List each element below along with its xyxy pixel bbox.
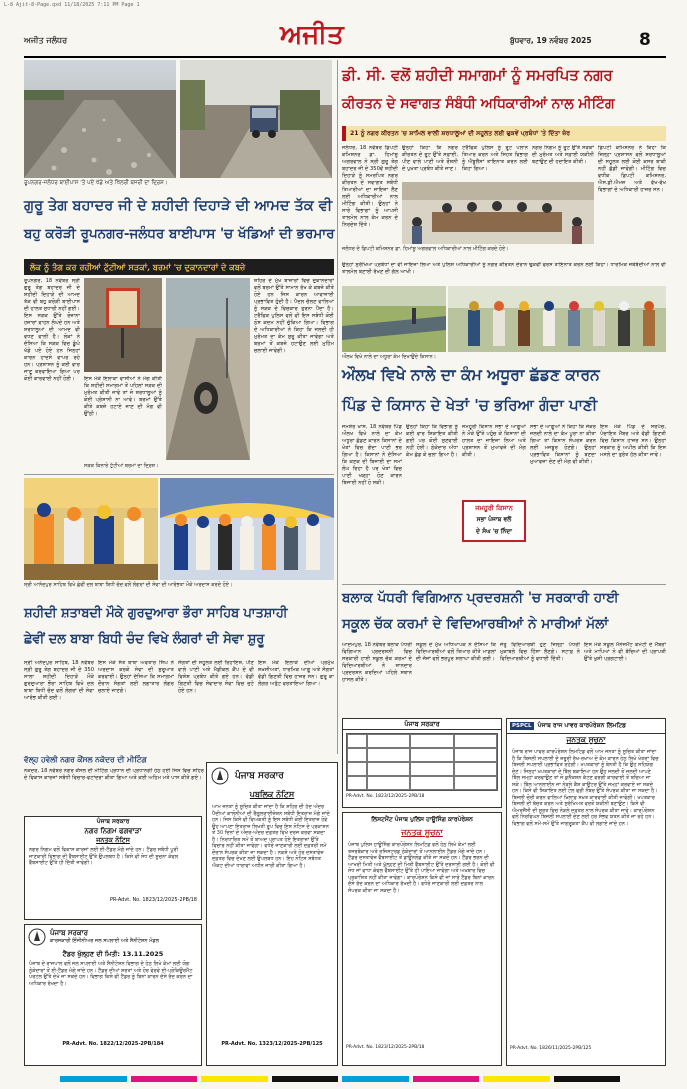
- dc-subhead-text: 21 ਨੂੰ ਨਗਰ ਕੀਰਤਨ 'ਚ ਸ਼ਾਮਿਲ ਵਾਲੀ ਸ਼ਰਧਾਲੂਆਂ ਦੀ ਸਹੂਲਤ ਲਈ ਢੁਕਵੇਂ ਪ੍ਰਬੰਧਾਂ 'ਤੇ ਦਿੱਤਾ ਜ਼ੋਰ: [350, 130, 571, 137]
- aulakh-body-col2: ਉਨ੍ਹਾਂ ਕਿਹਾ ਕਿ ਵਿਭਾਗ ਨੂੰ ਕਈ ਵਾਰ ਸ਼ਿਕਾਇਤ ਕੀਤੀ ਗਈ ਪਰ ਕੋਈ ਸੁਣਵਾਈ ਨਹੀਂ ਹੋਈ। ਠੇਕੇਦਾਰ ਅੱਧਾ ਕੰਮ ਛੱਡ ਕੇ ਚਲਾ ਗਿਆ ਹੈ।: [406, 424, 458, 458]
- meeting-room-image: [402, 182, 594, 244]
- bypass-photo-caption: ਰੂਪਨਗਰ-ਜਲੰਧਰ ਬਾਈਪਾਸ 'ਤੇ ਪਏ ਖੱਡੇ ਅਤੇ ਖਿੱਲਰੀ ਬਜਰੀ ਦਾ ਦ੍ਰਿਸ਼।: [24, 180, 168, 186]
- langar-serving-image: [24, 478, 158, 580]
- langar-photo-caption: ਸ੍ਰੀ ਆਨੰਦਪੁਰ ਸਾਹਿਬ ਵਿਖੇ ਛੇਵੀਂ ਦਲ ਬਾਬਾ ਬਿਧੀ ਚੰਦ ਵਲੋਂ ਲੰਗਰਾਂ ਦੀ ਸੇਵਾ ਦੀ ਆਰੰਭਤਾ ਮੌਕੇ ਅਰਦਾਸ ਕਰਦੇ ਹੋਏ।: [24, 582, 233, 588]
- ad-pspcl-title: ਪੰਜਾਬ ਰਾਜ ਪਾਵਰ ਕਾਰਪੋਰੇਸ਼ਨ ਲਿਮਟਿਡ: [537, 722, 627, 729]
- dc-photo-caption: ਜਲੰਧਰ ਦੇ ਡਿਪਟੀ ਕਮਿਸ਼ਨਰ ਡਾ. ਹਿਮਾਂਸ਼ੂ ਅਗਰਵਾਲ ਅਧਿਕਾਰੀਆਂ ਨਾਲ ਮੀਟਿੰਗ ਕਰਦੇ ਹੋਏ।: [342, 246, 509, 252]
- bypass-subhead-text: ਲੋਕ ਨੂੰ ਤੰਗ ਕਰ ਰਹੀਆਂ ਟੁੱਟੀਆਂ ਸੜਕਾਂ, ਬਰਮਾਂ 'ਚ ਦੁਕਾਨਦਾਰਾਂ ਦੇ ਕਬਜ਼ੇ: [30, 262, 246, 272]
- bypass-subhead: [24, 259, 334, 275]
- ad-public-notice: [206, 762, 338, 1066]
- aulakh-body-col5: ਇਸ ਮੌਕੇ ਪਿੰਡ ਦੇ ਸਰਪੰਚ, ਪੰਚਾਇਤ ਮੈਂਬਰ ਅਤੇ ਵੱਡੀ ਗਿਣਤੀ ਵਿਚ ਕਿਸਾਨ ਹਾਜ਼ਰ ਸਨ। ਉਨ੍ਹਾਂ ਸਰਕਾਰ ਨੂੰ ਅਪੀਲ ਕੀਤੀ ਕਿ ਇਸ ਮਸਲੇ ਦਾ ਤੁਰੰਤ ਹੱਲ ਕੀਤਾ ਜਾਵੇ।: [600, 424, 666, 458]
- ad-tender-gov: ਪੰਜਾਬ ਸਰਕਾਰ: [343, 719, 501, 730]
- langar-photo-2: [160, 478, 334, 580]
- masthead-logo: ਅਜੀਤ: [280, 20, 344, 50]
- ad-municipal: [24, 816, 202, 920]
- drain-field-image: [342, 286, 446, 352]
- truck-on-road-image: [180, 60, 332, 178]
- ad-police-notice: ਜਨਤਕ ਸੂਚਨਾ: [401, 828, 443, 837]
- aulakh-box-line-3: ਦੇ ਸੰਘ 'ਚ ਨਿੰਦਾ: [476, 528, 512, 535]
- dc-headline-2: ਕੀਰਤਨ ਦੇ ਸਵਾਗਤ ਸੰਬੰਧੀ ਅਧਿਕਾਰੀਆਂ ਨਾਲ ਮੀਟਿੰਗ: [342, 96, 615, 112]
- brief-meeting-headline: ਵੱਲ੍ਹ ਹਵੇਲੀ ਨਗਰ ਕੌਂਸਲ ਨਕੋਦਰ ਦੀ ਮੀਟਿੰਗ: [24, 755, 147, 764]
- langar-body-col2: ਇਸ ਮੌਕੇ ਸੰਤ ਬਾਬਾ ਅਵਤਾਰ ਸਿੰਘ ਨੇ ਅਰਦਾਸ ਕਰਕੇ ਸੇਵਾ ਦੀ ਸ਼ੁਰੂਆਤ ਕਰਵਾਈ। ਉਨ੍ਹਾਂ ਦੱਸਿਆ ਕਿ ਸਮਾਗਮਾਂ ਦੌਰਾਨ ਸੰਗਤਾਂ ਲਈ ਲਗਾਤਾਰ ਲੰਗਰ ਚਲਾਏ ਜਾਣਗੇ।: [98, 660, 174, 694]
- aulakh-photo-farmers: [448, 286, 666, 352]
- print-color-bar: [60, 1076, 620, 1082]
- ad-notice-gov: ਪੰਜਾਬ ਸਰਕਾਰ: [235, 771, 284, 781]
- ad-water-body: ਪੰਜਾਬ ਦੇ ਰਾਜਪਾਲ ਵਲੋਂ ਜਲ ਸਪਲਾਈ ਅਤੇ ਸੈਨੀਟੇਸ਼ਨ ਵਿਭਾਗ ਦੇ ਹੇਠ ਲਿਖੇ ਕੰਮਾਂ ਲਈ ਯੋਗ ਠੇਕੇਦਾਰਾਂ ਤੋਂ ਈ-ਟੈਂਡਰ ਮੰਗੇ ਜਾਂਦੇ ਹਨ। ਟੈਂਡਰ ਦੀਆਂ ਸ਼ਰਤਾਂ ਅਤੇ ਹੋਰ ਵੇਰਵੇ ਈ-ਪ੍ਰੋਕਿਊਰਮੈਂਟ ਪੋਰਟਲ ਉੱਤੇ ਦੇਖੇ ਜਾ ਸਕਦੇ ਹਨ। ਵਿਭਾਗ ਕਿਸੇ ਵੀ ਟੈਂਡਰ ਨੂੰ ਬਿਨਾਂ ਕਾਰਨ ਦੱਸੇ ਰੱਦ ਕਰਨ ਦਾ ਅਧਿਕਾਰ ਰੱਖਦਾ ਹੈ।: [29, 961, 193, 987]
- dc-body-col1: ਜਲੰਧਰ, 18 ਨਵੰਬਰ ਡਿਪਟੀ ਕਮਿਸ਼ਨਰ ਡਾ. ਹਿਮਾਂਸ਼ੂ ਅਗਰਵਾਲ ਨੇ ਸ੍ਰੀ ਗੁਰੂ ਤੇਗ ਬਹਾਦਰ ਜੀ ਦੇ 350ਵੇਂ ਸ਼ਹੀਦੀ ਦਿਹਾੜੇ ਨੂੰ ਸਮਰਪਿਤ ਨਗਰ ਕੀਰਤਨ ਦੇ ਸਵਾਗਤ ਸਬੰਧੀ ਤਿਆਰੀਆਂ ਦਾ ਜਾਇਜ਼ਾ ਲੈਣ ਲਈ ਅਧਿਕਾਰੀਆਂ ਨਾਲ ਮੀਟਿੰਗ ਕੀਤੀ। ਉਨ੍ਹਾਂ ਨੇ ਸਾਰੇ ਵਿਭਾਗਾਂ ਨੂੰ ਆਪਸੀ ਤਾਲਮੇਲ ਨਾਲ ਕੰਮ ਕਰਨ ਦੇ ਨਿਰਦੇਸ਼ ਦਿੱਤੇ।: [342, 145, 398, 228]
- dc-body-col2: ਉਨ੍ਹਾਂ ਕਿਹਾ ਕਿ ਨਗਰ ਕੀਰਤਨ ਦੇ ਰੂਟ ਉੱਤੇ ਸਫ਼ਾਈ, ਪੀਣ ਵਾਲੇ ਪਾਣੀ ਅਤੇ ਰੌਸ਼ਨੀ ਦੇ ਪੁਖ਼ਤਾ ਪ੍ਰਬੰਧ ਕੀਤੇ ਜਾਣ।: [402, 145, 458, 172]
- langar-photo-1: [24, 478, 158, 580]
- road-sign-image: [84, 278, 162, 372]
- column-rule-center: [337, 60, 338, 754]
- brief-meeting-body: ਨਕੋਦਰ, 18 ਨਵੰਬਰ ਨਗਰ ਕੌਂਸਲ ਦੀ ਮੀਟਿੰਗ ਪ੍ਰਧਾਨ ਦੀ ਪ੍ਰਧਾਨਗੀ ਹੇਠ ਹੋਈ ਜਿਸ ਵਿਚ ਸ਼ਹਿਰ ਦੇ ਵਿਕਾਸ ਕਾਰਜਾਂ ਸਬੰਧੀ ਵਿਚਾਰ-ਵਟਾਂਦਰਾ ਕੀਤਾ ਗਿਆ ਅਤੇ ਕਈ ਅਹਿਮ ਮਤੇ ਪਾਸ ਕੀਤੇ ਗਏ।: [24, 768, 204, 781]
- farmers-group-image: [448, 286, 666, 352]
- aulakh-headline-2: ਪਿੰਡ ਦੇ ਕਿਸਾਨ ਦੇ ਖੇਤਾਂ 'ਚ ਭਰਿਆ ਗੰਦਾ ਪਾਣੀ: [342, 396, 598, 414]
- ardas-ceremony-image: [160, 478, 334, 580]
- ad-police-housing: [342, 812, 502, 1066]
- page-number: 8: [639, 30, 651, 50]
- langar-body-col4: ਇਸ ਮੌਕੇ ਇਲਾਕੇ ਦੀਆਂ ਪ੍ਰਮੁੱਖ ਸ਼ਖ਼ਸੀਅਤਾਂ, ਧਾਰਮਿਕ ਆਗੂ ਅਤੇ ਸੰਗਤਾਂ ਵੱਡੀ ਗਿਣਤੀ ਵਿਚ ਹਾਜ਼ਰ ਸਨ। ਗੁਰੂ ਕਾ ਲੰਗਰ ਅਤੁੱਟ ਵਰਤਾਇਆ ਗਿਆ।: [258, 660, 334, 687]
- pspcl-logo-tag: PSPCL: [512, 723, 532, 729]
- edition-label: ਅਜੀਤ ਜਲੰਧਰ: [24, 36, 68, 45]
- bypass-headline-1: ਗੁਰੂ ਤੇਗ ਬਹਾਦਰ ਜੀ ਦੇ ਸ਼ਹੀਦੀ ਦਿਹਾੜੇ ਦੀ ਆਮਦ ਤੱਕ ਵੀ: [24, 197, 333, 214]
- aulakh-box: [462, 500, 526, 542]
- bypass-body-col1b: ਇਸ ਮੌਕੇ ਇਲਾਕਾ ਵਾਸੀਆਂ ਨੇ ਮੰਗ ਕੀਤੀ ਕਿ ਸ਼ਹੀਦੀ ਸਮਾਗਮਾਂ ਤੋਂ ਪਹਿਲਾਂ ਸੜਕ ਦੀ ਮੁਰੰਮਤ ਕੀਤੀ ਜਾਵੇ ਤਾਂ ਜੋ ਸ਼ਰਧਾਲੂਆਂ ਨੂੰ ਕੋਈ ਪ੍ਰੇਸ਼ਾਨੀ ਨਾ ਆਵੇ। ਬਰਮਾਂ ਉੱਤੇ ਕੀਤੇ ਕਬਜ਼ੇ ਹਟਾਏ ਜਾਣ ਦੀ ਮੰਗ ਵੀ ਉੱਠੀ।: [84, 376, 162, 417]
- print-slug: L-8 Ajit-8-Page.qxd 11/18/2025 7:11 PM Page 1: [4, 2, 140, 8]
- langar-headline-2: ਛੇਵੀਂ ਦਲ ਬਾਬਾ ਬਿਧੀ ਚੰਦ ਵਿਖੇ ਲੰਗਰਾਂ ਦੀ ਸੇਵਾ ਸ਼ੁਰੂ: [24, 632, 265, 647]
- ad-pspcl-body: ਪੰਜਾਬ ਰਾਜ ਪਾਵਰ ਕਾਰਪੋਰੇਸ਼ਨ ਲਿਮਟਿਡ ਵਲੋਂ ਆਮ ਜਨਤਾ ਨੂੰ ਸੂਚਿਤ ਕੀਤਾ ਜਾਂਦਾ ਹੈ ਕਿ ਬਿਜਲੀ ਸਪਲਾਈ ਦੇ ਜ਼ਰੂਰੀ ਰੱਖ-ਰਖਾਅ ਦੇ ਕੰਮ ਕਾਰਨ ਹੇਠ ਲਿਖੇ ਖੇਤਰਾਂ ਵਿਚ ਬਿਜਲੀ ਸਪਲਾਈ ਪ੍ਰਭਾਵਿਤ ਰਹੇਗੀ। ਖਪਤਕਾਰਾਂ ਨੂੰ ਬੇਨਤੀ ਹੈ ਕਿ ਉਹ ਸਹਿਯੋਗ ਦੇਣ। ਜਿਨ੍ਹਾਂ ਖਪਤਕਾਰਾਂ ਦੇ ਬਿੱਲ ਬਕਾਇਆ ਹਨ ਉਹ ਜਲਦੀ ਤੋਂ ਜਲਦੀ ਆਪਣੇ ਬਿੱਲ ਜਮ੍ਹਾਂ ਕਰਵਾਉਣ ਤਾਂ ਜੋ ਕੁਨੈਕਸ਼ਨ ਕੱਟਣ ਵਰਗੀ ਕਾਰਵਾਈ ਤੋਂ ਬਚਿਆ ਜਾ ਸਕੇ। ਬਿੱਲ ਆਨਲਾਈਨ ਜਾਂ ਨੇੜਲੇ ਕੈਸ਼ ਕਾਊਂਟਰ ਉੱਤੇ ਜਮ੍ਹਾਂ ਕਰਵਾਏ ਜਾ ਸਕਦੇ ਹਨ। ਕਿਸੇ ਵੀ ਸ਼ਿਕਾਇਤ ਲਈ ਟੋਲ ਫ੍ਰੀ ਨੰਬਰ ਉੱਤੇ ਸੰਪਰਕ ਕੀਤਾ ਜਾ ਸਕਦਾ ਹੈ। ਬਿਜਲੀ ਚੋਰੀ ਕਰਨ ਵਾਲਿਆਂ ਖ਼ਿਲਾਫ਼ ਸਖ਼ਤ ਕਾਰਵਾਈ ਕੀਤੀ ਜਾਵੇਗੀ। ਖਪਤਕਾਰ ਬਿਜਲੀ ਦੀ ਬੱਚਤ ਕਰਨ ਅਤੇ ਸੁਰੱਖਿਅਤ ਵਰਤੋਂ ਯਕੀਨੀ ਬਣਾਉਣ। ਕਿਸੇ ਵੀ ਐਮਰਜੈਂਸੀ ਦੀ ਸੂਰਤ ਵਿਚ ਨੇੜਲੇ ਦਫ਼ਤਰ ਨਾਲ ਸੰਪਰਕ ਕੀਤਾ ਜਾਵੇ। ਕਾਰਪੋਰੇਸ਼ਨ ਵਲੋਂ ਨਿਰਵਿਘਨ ਬਿਜਲੀ ਸਪਲਾਈ ਦੇਣ ਲਈ ਹਰ ਸੰਭਵ ਯਤਨ ਕੀਤੇ ਜਾ ਰਹੇ ਹਨ। ਵਿਭਾਗ ਵਲੋਂ ਸਮੇਂ-ਸਮੇਂ ਉੱਤੇ ਜਾਗਰੂਕਤਾ ਕੈਂਪ ਵੀ ਲਗਾਏ ਜਾਂਦੇ ਹਨ।: [512, 749, 659, 827]
- bypass-tyre-photo: [166, 278, 250, 460]
- aulakh-body-col4: ਸਭਾ ਦੇ ਆਗੂਆਂ ਨੇ ਕਿਹਾ ਕਿ ਜੇਕਰ ਜਲਦੀ ਨਾਲੇ ਦਾ ਕੰਮ ਪੂਰਾ ਨਾ ਕੀਤਾ ਗਿਆ ਤਾਂ ਕਿਸਾਨ ਸੰਘਰਸ਼ ਕਰਨ ਲਈ ਮਜਬੂਰ ਹੋਣਗੇ। ਉਨ੍ਹਾਂ ਪ੍ਰਭਾਵਿਤ ਕਿਸਾਨਾਂ ਨੂੰ ਬਣਦਾ ਮੁਆਵਜ਼ਾ ਦੇਣ ਦੀ ਮੰਗ ਵੀ ਕੀਤੀ।: [530, 424, 596, 465]
- section-rule-1: [24, 474, 334, 475]
- ad-police-advt: PR-Advt. No. 1823/12/2025-2PB/18: [346, 1045, 425, 1050]
- ad-water-title: ਕਾਰਜਕਾਰੀ ਇੰਜੀਨੀਅਰ ਜਲ ਸਪਲਾਈ ਅਤੇ ਸੈਨੀਟੇਸ਼ਨ ਮੰਡਲ: [50, 938, 160, 944]
- ad-notice-title: ਪਬਲਿਕ ਨੋਟਿਸ: [249, 790, 295, 799]
- dc-body-row2: ਉਨ੍ਹਾਂ ਸੁਰੱਖਿਆ ਪ੍ਰਬੰਧਾਂ ਦਾ ਵੀ ਜਾਇਜ਼ਾ ਲਿਆ ਅਤੇ ਪੁਲਿਸ ਅਧਿਕਾਰੀਆਂ ਨੂੰ ਨਗਰ ਕੀਰਤਨ ਦੌਰਾਨ ਢੁਕਵੀਂ ਫੋਰਸ ਤਾਇਨਾਤ ਕਰਨ ਲਈ ਕਿਹਾ। ਧਾਰਮਿਕ ਜਥੇਬੰਦੀਆਂ ਨਾਲ ਵੀ ਤਾਲਮੇਲ ਬਣਾਈ ਰੱਖਣ ਦੀ ਗੱਲ ਆਖੀ।: [342, 262, 666, 275]
- ad-tender-advt: PR-Advt. No. 1823/12/2025-2PB/18: [346, 794, 425, 799]
- bypass-inset-caption: ਸੜਕ ਕਿਨਾਰੇ ਟੁੱਟੀਆਂ ਬਰਮਾਂ ਦਾ ਦ੍ਰਿਸ਼।: [84, 463, 159, 469]
- bypass-body-col1: ਰੂਪਨਗਰ, 18 ਨਵੰਬਰ ਸ੍ਰੀ ਗੁਰੂ ਤੇਗ ਬਹਾਦਰ ਜੀ ਦੇ ਸ਼ਹੀਦੀ ਦਿਹਾੜੇ ਦੀ ਆਮਦ ਤੱਕ ਵੀ ਬਹੁ ਕਰੋੜੀ ਬਾਈਪਾਸ ਦੀ ਹਾਲਤ ਸੁਧਾਰੀ ਨਹੀਂ ਗਈ। ਇਸ ਸੜਕ ਉੱਤੇ ਰੋਜ਼ਾਨਾ ਹਜ਼ਾਰਾਂ ਵਾਹਨ ਲੰਘਦੇ ਹਨ ਅਤੇ ਸ਼ਰਧਾਲੂਆਂ ਦੀ ਆਮਦ ਵੀ ਵਧਣ ਵਾਲੀ ਹੈ। ਲੋਕਾਂ ਨੇ ਦੱਸਿਆ ਕਿ ਸੜਕ ਵਿਚ ਡੂੰਘੇ ਖੱਡੇ ਪਏ ਹੋਏ ਹਨ ਜਿਨ੍ਹਾਂ ਕਾਰਨ ਹਾਦਸੇ ਵਾਪਰ ਰਹੇ ਹਨ। ਪ੍ਰਸ਼ਾਸਨ ਨੂੰ ਕਈ ਵਾਰ ਜਾਣੂ ਕਰਵਾਇਆ ਗਿਆ ਪਰ ਕੋਈ ਕਾਰਵਾਈ ਨਹੀਂ ਹੋਈ।: [24, 278, 80, 382]
- issue-date: ਬੁੱਧਵਾਰ, 19 ਨਵੰਬਰ 2025: [510, 36, 592, 45]
- school-headline-2: ਸਕੂਲ ਚੱਕ ਕਰਮਾਂ ਦੇ ਵਿਦਿਆਰਥੀਆਂ ਨੇ ਮਾਰੀਆਂ ਮੱਲਾਂ: [342, 616, 609, 632]
- school-body-col3: ਜੇਤੂ ਵਿਦਿਆਰਥੀ ਹੁਣ ਜ਼ਿਲ੍ਹਾ ਪੱਧਰੀ ਮੁਕਾਬਲੇ ਵਿਚ ਹਿੱਸਾ ਲੈਣਗੇ। ਸਟਾਫ਼ ਨੇ ਵਿਦਿਆਰਥੀਆਂ ਨੂੰ ਵਧਾਈ ਦਿੱਤੀ।: [500, 642, 580, 662]
- ad-tender-table: [342, 718, 502, 808]
- dc-subhead-bar: [342, 126, 666, 141]
- ad-police-title: ਲਿਸਟਮੈਂਟ ਪੰਜਾਬ ਪੁਲਿਸ ਹਾਊਸਿੰਗ ਕਾਰਪੋਰੇਸ਼ਨ: [371, 816, 473, 823]
- ad-municipal-body: ਨਗਰ ਨਿਗਮ ਵਲੋਂ ਵਿਕਾਸ ਕਾਰਜਾਂ ਲਈ ਈ-ਟੈਂਡਰ ਮੰਗੇ ਜਾਂਦੇ ਹਨ। ਟੈਂਡਰ ਸਬੰਧੀ ਪੂਰੀ ਜਾਣਕਾਰੀ ਵਿਭਾਗ ਦੀ ਵੈੱਬਸਾਈਟ ਉੱਤੇ ਉਪਲਬਧ ਹੈ। ਕਿਸੇ ਵੀ ਸੋਧ ਦੀ ਸੂਚਨਾ ਕੇਵਲ ਵੈੱਬਸਾਈਟ ਉੱਤੇ ਹੀ ਦਿੱਤੀ ਜਾਵੇਗੀ।: [29, 847, 179, 866]
- ad-municipal-gov: ਪੰਜਾਬ ਸਰਕਾਰ: [96, 818, 130, 825]
- ad-notice-advt: PR-Advt. No. 1323/12/2025-2PB/125: [221, 1041, 323, 1047]
- punjab-emblem-icon: [28, 928, 46, 946]
- school-headline-1: ਬਲਾਕ ਪੱਧਰੀ ਵਿਗਿਆਨ ਪ੍ਰਦਰਸ਼ਨੀ 'ਚ ਸਰਕਾਰੀ ਹਾਈ: [342, 590, 619, 606]
- aulakh-photo-caption: ਔਲਖ ਵਿਖੇ ਨਾਲੇ ਦਾ ਅਧੂਰਾ ਕੰਮ ਦਿਖਾਉਂਦੇ ਕਿਸਾਨ।: [342, 354, 436, 360]
- aulakh-body-col3: ਜਮਹੂਰੀ ਕਿਸਾਨ ਸਭਾ ਦੇ ਆਗੂਆਂ ਨੇ ਮੌਕੇ ਉੱਤੇ ਪਹੁੰਚ ਕੇ ਕਿਸਾਨਾਂ ਦੀ ਹਾਲਤ ਦਾ ਜਾਇਜ਼ਾ ਲਿਆ ਅਤੇ ਪ੍ਰਸ਼ਾਸਨ ਤੋਂ ਮੁਆਵਜ਼ੇ ਦੀ ਮੰਗ ਕੀਤੀ।: [462, 424, 526, 458]
- dc-body-col3: ਟਰੈਫਿਕ ਪੁਲਿਸ ਨੂੰ ਰੂਟ ਪਲਾਨ ਤਿਆਰ ਕਰਨ ਅਤੇ ਸਿਹਤ ਵਿਭਾਗ ਨੂੰ ਐਂਬੂਲੈਂਸਾਂ ਤਾਇਨਾਤ ਕਰਨ ਲਈ ਕਿਹਾ ਗਿਆ।: [462, 145, 528, 172]
- section-rule-2: [342, 584, 666, 585]
- dc-meeting-photo: [402, 182, 594, 244]
- dc-body-col4: ਨਗਰ ਨਿਗਮ ਨੂੰ ਰੂਟ ਉੱਤੇ ਸੜਕਾਂ ਦੀ ਮੁਰੰਮਤ ਅਤੇ ਸਫ਼ਾਈ ਯਕੀਨੀ ਬਣਾਉਣ ਦੀ ਹਦਾਇਤ ਕੀਤੀ।: [532, 145, 594, 165]
- ad-water-advt: PR-Advt. No. 1822/12/2025-2PB/184: [62, 1041, 164, 1047]
- punjab-emblem-icon-2: [211, 767, 229, 785]
- ad-water-gov: ਪੰਜਾਬ ਸਰਕਾਰ: [50, 929, 89, 937]
- bypass-photo-truck: [180, 60, 332, 178]
- aulakh-headline-1: ਔਲਖ ਵਿਖੇ ਨਾਲੇ ਦਾ ਕੰਮ ਅਧੂਰਾ ਛੱਡਣ ਕਾਰਨ: [342, 365, 600, 384]
- broken-road-tyre-image: [166, 278, 250, 460]
- ad-pspcl: [506, 718, 666, 1066]
- langar-body-col1: ਸ੍ਰੀ ਅਨੰਦਪੁਰ ਸਾਹਿਬ, 18 ਨਵੰਬਰ ਸ੍ਰੀ ਗੁਰੂ ਤੇਗ ਬਹਾਦਰ ਜੀ ਦੇ 350 ਸਾਲਾ ਸ਼ਹੀਦੀ ਦਿਹਾੜੇ ਮੌਕੇ ਗੁਰਦੁਆਰਾ ਭੌਰਾ ਸਾਹਿਬ ਵਿਖੇ ਦਲ ਬਾਬਾ ਬਿਧੀ ਚੰਦ ਵਲੋਂ ਲੰਗਰਾਂ ਦੀ ਸੇਵਾ ਆਰੰਭ ਕੀਤੀ ਗਈ।: [24, 660, 94, 701]
- langar-headline-1: ਸ਼ਹੀਦੀ ਸ਼ਤਾਬਦੀ ਮੌਕੇ ਗੁਰਦੁਆਰਾ ਭੌਰਾ ਸਾਹਿਬ ਪਾਤਸ਼ਾਹੀ: [24, 606, 288, 621]
- aulakh-box-line-2: ਸਭਾ ਪੰਜਾਬ ਵਲੋਂ: [476, 516, 512, 523]
- langar-body-col3: ਸੰਗਤਾਂ ਦੀ ਸਹੂਲਤ ਲਈ ਰਿਹਾਇਸ਼, ਪੀਣ ਵਾਲੇ ਪਾਣੀ ਅਤੇ ਮੈਡੀਕਲ ਕੈਂਪ ਦੇ ਵੀ ਵਿਸ਼ੇਸ਼ ਪ੍ਰਬੰਧ ਕੀਤੇ ਗਏ ਹਨ। ਵੱਡੀ ਗਿਣਤੀ ਵਿਚ ਸੇਵਾਦਾਰ ਸੇਵਾ ਵਿਚ ਜੁਟੇ ਹੋਏ ਹਨ।: [178, 660, 254, 694]
- ad-municipal-notice: ਜਨਤਕ ਨੋਟਿਸ: [96, 836, 130, 844]
- ad-municipal-title: ਨਗਰ ਨਿਗਮ ਫਗਵਾੜਾ: [84, 827, 142, 835]
- bypass-headline-2: ਬਹੁ ਕਰੋੜੀ ਰੂਪਨਗਰ-ਜਲੰਧਰ ਬਾਈਪਾਸ 'ਚ ਖੱਡਿਆਂ ਦੀ ਭਰਮਾਰ: [24, 226, 335, 242]
- bypass-body-col2: ਸ਼ਹਿਰ ਦੇ ਮੁੱਖ ਬਾਜ਼ਾਰਾਂ ਵਿਚ ਦੁਕਾਨਦਾਰਾਂ ਵਲੋਂ ਬਰਮਾਂ ਉੱਤੇ ਸਾਮਾਨ ਰੱਖ ਕੇ ਕਬਜ਼ੇ ਕੀਤੇ ਹੋਏ ਹਨ ਜਿਸ ਕਾਰਨ ਆਵਾਜਾਈ ਪ੍ਰਭਾਵਿਤ ਹੁੰਦੀ ਹੈ। ਪੈਦਲ ਚੱਲਣ ਵਾਲਿਆਂ ਨੂੰ ਸੜਕ ਦੇ ਵਿਚਕਾਰ ਤੁਰਨਾ ਪੈਂਦਾ ਹੈ। ਟਰੈਫਿਕ ਪੁਲਿਸ ਵਲੋਂ ਵੀ ਇਸ ਸਬੰਧੀ ਕੋਈ ਠੋਸ ਕਦਮ ਨਹੀਂ ਚੁੱਕਿਆ ਗਿਆ। ਵਿਭਾਗ ਦੇ ਅਧਿਕਾਰੀਆਂ ਨੇ ਕਿਹਾ ਕਿ ਜਲਦੀ ਹੀ ਮੁਰੰਮਤ ਦਾ ਕੰਮ ਸ਼ੁਰੂ ਕੀਤਾ ਜਾਵੇਗਾ ਅਤੇ ਬਰਮਾਂ ਤੋਂ ਕਬਜ਼ੇ ਹਟਾਉਣ ਲਈ ਮੁਹਿੰਮ ਚਲਾਈ ਜਾਵੇਗੀ।: [254, 278, 334, 354]
- dc-headline-1: ਡੀ. ਸੀ. ਵਲੋਂ ਸ਼ਹੀਦੀ ਸਮਾਗਮਾਂ ਨੂੰ ਸਮਰਪਿਤ ਨਗਰ: [342, 67, 613, 84]
- gravel-road-image: [24, 60, 176, 178]
- tender-table: [346, 733, 498, 791]
- ad-police-body: ਪੰਜਾਬ ਪੁਲਿਸ ਹਾਊਸਿੰਗ ਕਾਰਪੋਰੇਸ਼ਨ ਲਿਮਟਿਡ ਵਲੋਂ ਹੇਠ ਲਿਖੇ ਕੰਮਾਂ ਲਈ ਤਜਰਬੇਕਾਰ ਅਤੇ ਰਜਿਸਟਰਡ ਠੇਕੇਦਾਰਾਂ ਤੋਂ ਆਨਲਾਈਨ ਟੈਂਡਰ ਮੰਗੇ ਜਾਂਦੇ ਹਨ। ਟੈਂਡਰ ਦਸਤਾਵੇਜ਼ ਵੈੱਬਸਾਈਟ ਤੋਂ ਡਾਊਨਲੋਡ ਕੀਤੇ ਜਾ ਸਕਦੇ ਹਨ। ਟੈਂਡਰ ਭਰਨ ਦੀ ਆਖਰੀ ਮਿਤੀ ਅਤੇ ਖੁੱਲ੍ਹਣ ਦੀ ਮਿਤੀ ਵੈੱਬਸਾਈਟ ਉੱਤੇ ਦਰਸਾਈ ਗਈ ਹੈ। ਕੋਈ ਵੀ ਸੋਧ ਜਾਂ ਵਾਧਾ ਕੇਵਲ ਵੈੱਬਸਾਈਟ ਉੱਤੇ ਹੀ ਪਾਇਆ ਜਾਵੇਗਾ ਅਤੇ ਅਖ਼ਬਾਰ ਵਿਚ ਪ੍ਰਕਾਸ਼ਿਤ ਨਹੀਂ ਕੀਤਾ ਜਾਵੇਗਾ। ਕਾਰਪੋਰੇਸ਼ਨ ਕਿਸੇ ਵੀ ਜਾਂ ਸਾਰੇ ਟੈਂਡਰ ਬਿਨਾਂ ਕਾਰਨ ਦੱਸੇ ਰੱਦ ਕਰਨ ਦਾ ਅਧਿਕਾਰ ਰੱਖਦੀ ਹੈ। ਵਧੇਰੇ ਜਾਣਕਾਰੀ ਲਈ ਦਫ਼ਤਰ ਨਾਲ ਸੰਪਰਕ ਕੀਤਾ ਜਾ ਸਕਦਾ ਹੈ।: [348, 842, 495, 894]
- bypass-photo-gravel: [24, 60, 176, 178]
- ad-pspcl-notice: ਜਨਤਕ ਸੂਚਨਾ: [566, 735, 606, 744]
- aulakh-box-line-1: ਜਮਹੂਰੀ ਕਿਸਾਨ: [475, 504, 513, 512]
- school-body-col4: ਇਸ ਮੌਕੇ ਸਕੂਲ ਮੈਨੇਜਮੈਂਟ ਕਮੇਟੀ ਦੇ ਮੈਂਬਰਾਂ ਅਤੇ ਮਾਪਿਆਂ ਨੇ ਵੀ ਬੱਚਿਆਂ ਦੀ ਪ੍ਰਾਪਤੀ ਉੱਤੇ ਖੁਸ਼ੀ ਪ੍ਰਗਟਾਈ।: [584, 642, 666, 662]
- brief-meeting-box: [24, 754, 204, 812]
- ad-water-supply: [24, 924, 202, 1066]
- aulakh-photo-drain: [342, 286, 446, 352]
- header-rule: [24, 56, 666, 58]
- ad-municipal-advt: PR-Advt. No. 1823/12/2025-2PB/18: [109, 897, 197, 903]
- school-body-col1: ਆਦਮਪੁਰ, 18 ਨਵੰਬਰ ਬਲਾਕ ਪੱਧਰੀ ਵਿਗਿਆਨ ਪ੍ਰਦਰਸ਼ਨੀ ਵਿਚ ਸਰਕਾਰੀ ਹਾਈ ਸਕੂਲ ਚੱਕ ਕਰਮਾਂ ਦੇ ਵਿਦਿਆਰਥੀਆਂ ਨੇ ਸ਼ਾਨਦਾਰ ਪ੍ਰਦਰਸ਼ਨ ਕਰਦਿਆਂ ਪਹਿਲੇ ਸਥਾਨ ਹਾਸਲ ਕੀਤੇ।: [342, 642, 412, 683]
- bypass-inset-photo: [84, 278, 162, 372]
- ad-water-tender-date: ਟੈਂਡਰ ਖੁੱਲ੍ਹਣ ਦੀ ਮਿਤੀ: 13.11.2025: [62, 950, 164, 958]
- dc-body-col5: ਡਿਪਟੀ ਕਮਿਸ਼ਨਰ ਨੇ ਕਿਹਾ ਕਿ ਜ਼ਿਲ੍ਹਾ ਪ੍ਰਸ਼ਾਸਨ ਵਲੋਂ ਸ਼ਰਧਾਲੂਆਂ ਦੀ ਸਹੂਲਤ ਲਈ ਕੋਈ ਕਸਰ ਬਾਕੀ ਨਹੀਂ ਛੱਡੀ ਜਾਵੇਗੀ। ਮੀਟਿੰਗ ਵਿਚ ਵਧੀਕ ਡਿਪਟੀ ਕਮਿਸ਼ਨਰ, ਐਸ.ਡੀ.ਐਮਜ਼ ਅਤੇ ਵੱਖ-ਵੱਖ ਵਿਭਾਗਾਂ ਦੇ ਅਧਿਕਾਰੀ ਹਾਜ਼ਰ ਸਨ।: [598, 145, 666, 193]
- ad-pspcl-advt: PR-Advt. No. 1826/11/2025-2PB/125: [510, 1046, 592, 1051]
- aulakh-body-col1: ਜਮਸ਼ੇਰ ਖ਼ਾਸ, 18 ਨਵੰਬਰ ਪਿੰਡ ਔਲਖ ਵਿਖੇ ਨਾਲੇ ਦਾ ਕੰਮ ਅਧੂਰਾ ਛੱਡਣ ਕਾਰਨ ਕਿਸਾਨਾਂ ਦੇ ਖੇਤਾਂ ਵਿਚ ਗੰਦਾ ਪਾਣੀ ਭਰ ਗਿਆ ਹੈ। ਕਿਸਾਨਾਂ ਨੇ ਦੱਸਿਆ ਕਿ ਕਣਕ ਦੀ ਬਿਜਾਈ ਦਾ ਸਮਾਂ ਲੰਘ ਰਿਹਾ ਹੈ ਪਰ ਖੇਤਾਂ ਵਿਚ ਪਾਣੀ ਖੜ੍ਹਾ ਹੋਣ ਕਾਰਨ ਬਿਜਾਈ ਨਹੀਂ ਹੋ ਸਕੀ।: [342, 424, 402, 486]
- ad-notice-body: ਆਮ ਜਨਤਾ ਨੂੰ ਸੂਚਿਤ ਕੀਤਾ ਜਾਂਦਾ ਹੈ ਕਿ ਸ਼ਹਿਰ ਦੀ ਹੱਦ ਅੰਦਰ ਪੈਂਦੀਆਂ ਕਾਲੋਨੀਆਂ ਦੀ ਰੈਗੂਲਰਾਈਜ਼ੇਸ਼ਨ ਸਬੰਧੀ ਇਤਰਾਜ਼ ਮੰਗੇ ਜਾਂਦੇ ਹਨ। ਜਿਸ ਕਿਸੇ ਵੀ ਵਿਅਕਤੀ ਨੂੰ ਇਸ ਸਬੰਧੀ ਕੋਈ ਇਤਰਾਜ਼ ਹੋਵੇ ਉਹ ਆਪਣਾ ਇਤਰਾਜ਼ ਲਿਖਤੀ ਰੂਪ ਵਿਚ ਇਸ ਨੋਟਿਸ ਦੇ ਪ੍ਰਕਾਸ਼ਨ ਤੋਂ 30 ਦਿਨਾਂ ਦੇ ਅੰਦਰ-ਅੰਦਰ ਦਫ਼ਤਰ ਵਿਖੇ ਦਰਜ ਕਰਵਾ ਸਕਦਾ ਹੈ। ਨਿਰਧਾਰਿਤ ਸਮੇਂ ਤੋਂ ਬਾਅਦ ਪ੍ਰਾਪਤ ਹੋਏ ਇਤਰਾਜ਼ਾਂ ਉੱਤੇ ਵਿਚਾਰ ਨਹੀਂ ਕੀਤਾ ਜਾਵੇਗਾ। ਵਧੇਰੇ ਜਾਣਕਾਰੀ ਲਈ ਦਫ਼ਤਰੀ ਸਮੇਂ ਦੌਰਾਨ ਸੰਪਰਕ ਕੀਤਾ ਜਾ ਸਕਦਾ ਹੈ। ਨਕਸ਼ੇ ਅਤੇ ਹੋਰ ਦਸਤਾਵੇਜ਼ ਦਫ਼ਤਰ ਵਿਚ ਦੇਖਣ ਲਈ ਉਪਲਬਧ ਹਨ। ਇਹ ਨੋਟਿਸ ਸਬੰਧਤ ਐਕਟ ਦੀਆਂ ਧਾਰਾਵਾਂ ਅਧੀਨ ਜਾਰੀ ਕੀਤਾ ਗਿਆ ਹੈ।: [212, 804, 330, 869]
- school-body-col2: ਸਕੂਲ ਦੇ ਮੁੱਖ ਅਧਿਆਪਕ ਨੇ ਦੱਸਿਆ ਕਿ ਵਿਦਿਆਰਥੀਆਂ ਵਲੋਂ ਤਿਆਰ ਕੀਤੇ ਮਾਡਲਾਂ ਦੀ ਜੱਜਾਂ ਵਲੋਂ ਭਰਪੂਰ ਸ਼ਲਾਘਾ ਕੀਤੀ ਗਈ।: [416, 642, 496, 662]
